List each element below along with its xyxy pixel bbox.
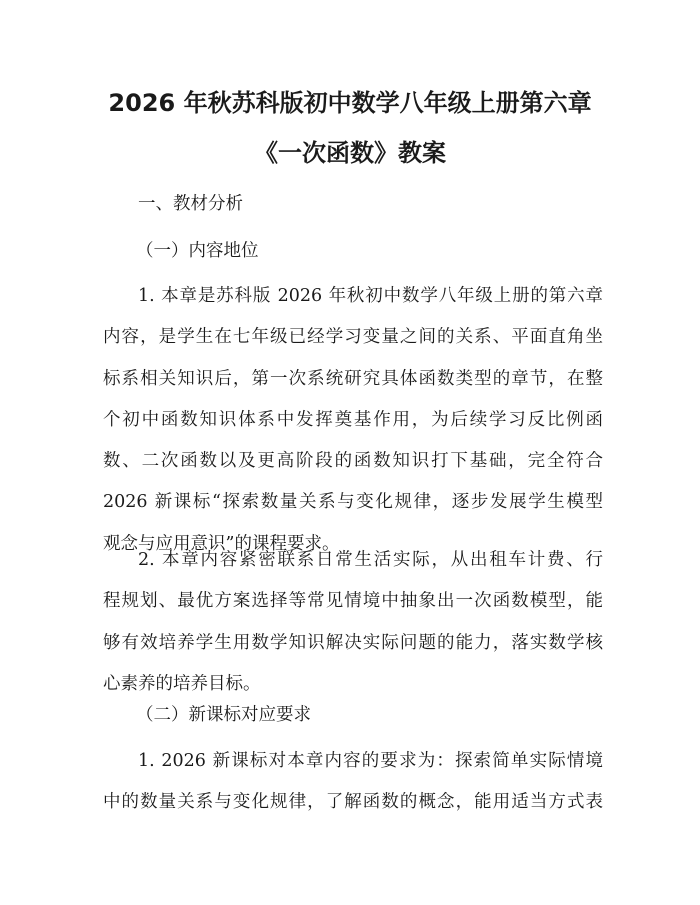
paragraph-1-line: 内容，是学生在七年级已经学习变量之间的关系、平面直角坐 <box>103 327 603 348</box>
paragraph-2 <box>103 540 603 705</box>
paragraph-3-line: 中的数量关系与变化规律，了解函数的概念，能用适当方式表 <box>103 792 603 813</box>
paragraph-1-line: 2026 新课标“探索数量关系与变化规律，逐步发展学生模型 <box>103 492 603 513</box>
paragraph-2-line: 程规划、最优方案选择等常见情境中抽象出一次函数模型，能 <box>103 591 603 612</box>
document-title-line-1: 2026 年秋苏科版初中数学八年级上册第六章 <box>108 89 592 117</box>
paragraph-2-line: 2. 本章内容紧密联系日常生活实际，从出租车计费、行 <box>138 550 603 570</box>
section-heading-textbook-analysis: 一、教材分析 <box>138 194 243 214</box>
paragraph-3-line: 1. 2026 新课标对本章内容的要求为：探索简单实际情境 <box>138 751 603 771</box>
paragraph-1-line: 1. 本章是苏科版 2026 年秋初中数学八年级上册的第六章 <box>138 286 603 306</box>
paragraph-1-line: 观念与应用意识”的课程要求。 <box>103 533 340 554</box>
subsection-heading-content-position: （一）内容地位 <box>136 241 259 261</box>
paragraph-2-line: 心素养的培养目标。 <box>103 673 261 694</box>
paragraph-1 <box>103 276 603 565</box>
paragraph-3 <box>103 741 603 824</box>
subsection-heading-curriculum-requirements: （二）新课标对应要求 <box>136 705 311 725</box>
document-title-line-2: 《一次函数》教案 <box>254 139 446 167</box>
paragraph-2-line: 够有效培养学生用数学知识解决实际问题的能力，落实数学核 <box>103 632 603 653</box>
paragraph-1-line: 数、二次函数以及更高阶段的函数知识打下基础，完全符合 <box>103 451 603 472</box>
paragraph-1-line: 标系相关知识后，第一次系统研究具体函数类型的章节，在整 <box>103 368 603 389</box>
paragraph-1-line: 个初中函数知识体系中发挥奠基作用，为后续学习反比例函 <box>103 409 603 430</box>
